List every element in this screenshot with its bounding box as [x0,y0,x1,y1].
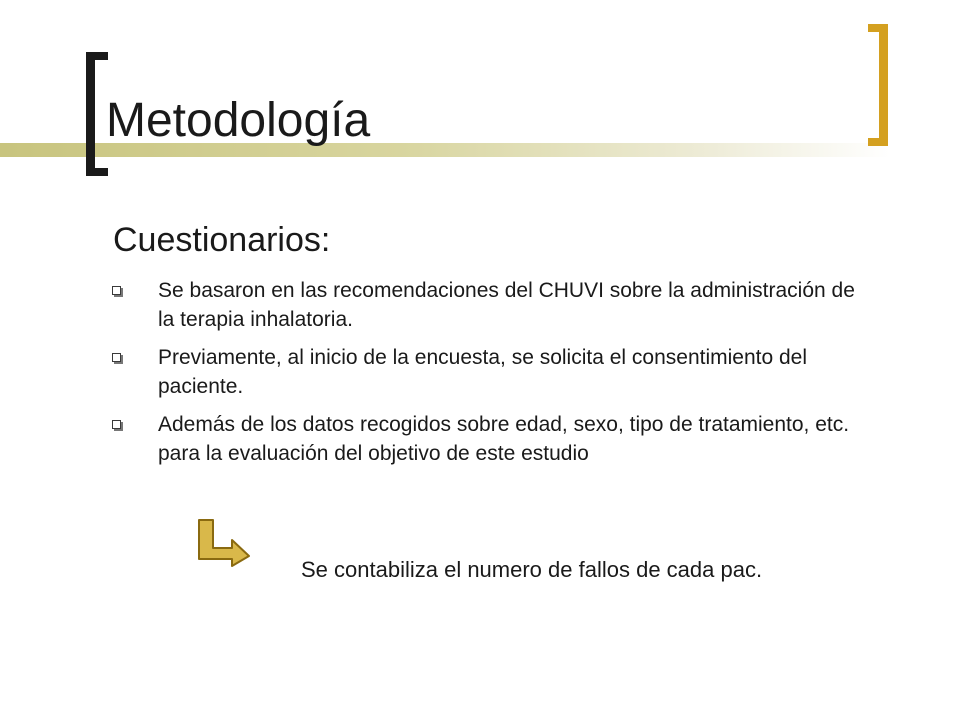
bullet-item [108,343,868,401]
right-bracket-decoration [868,24,888,146]
bullet-text: Además de los datos recogidos sobre edad, sexo, tipo de tratamiento, etc. para la evaluación del objetivo de este estudio [158,413,850,465]
bullet-list [108,276,868,477]
conclusion-text: Se contabiliza el numero de fallos de cada pac. [301,557,763,582]
square-bullet-icon [112,420,121,429]
bullet-item [108,410,868,468]
left-bracket-decoration [86,52,108,176]
square-bullet-icon [112,353,121,362]
bullet-text: Se basaron en las recomendaciones del CHUVI sobre la administración de la terapia inhalatoria. [158,279,855,331]
section-heading: Cuestionarios: [113,221,331,259]
arrow-down-right-icon [196,518,252,568]
bullet-text: Previamente, al inicio de la encuesta, se solicita el consentimiento del paciente. [158,346,808,398]
slide-title: Metodología [106,94,371,147]
square-bullet-icon [112,286,121,295]
bullet-item [108,276,868,334]
